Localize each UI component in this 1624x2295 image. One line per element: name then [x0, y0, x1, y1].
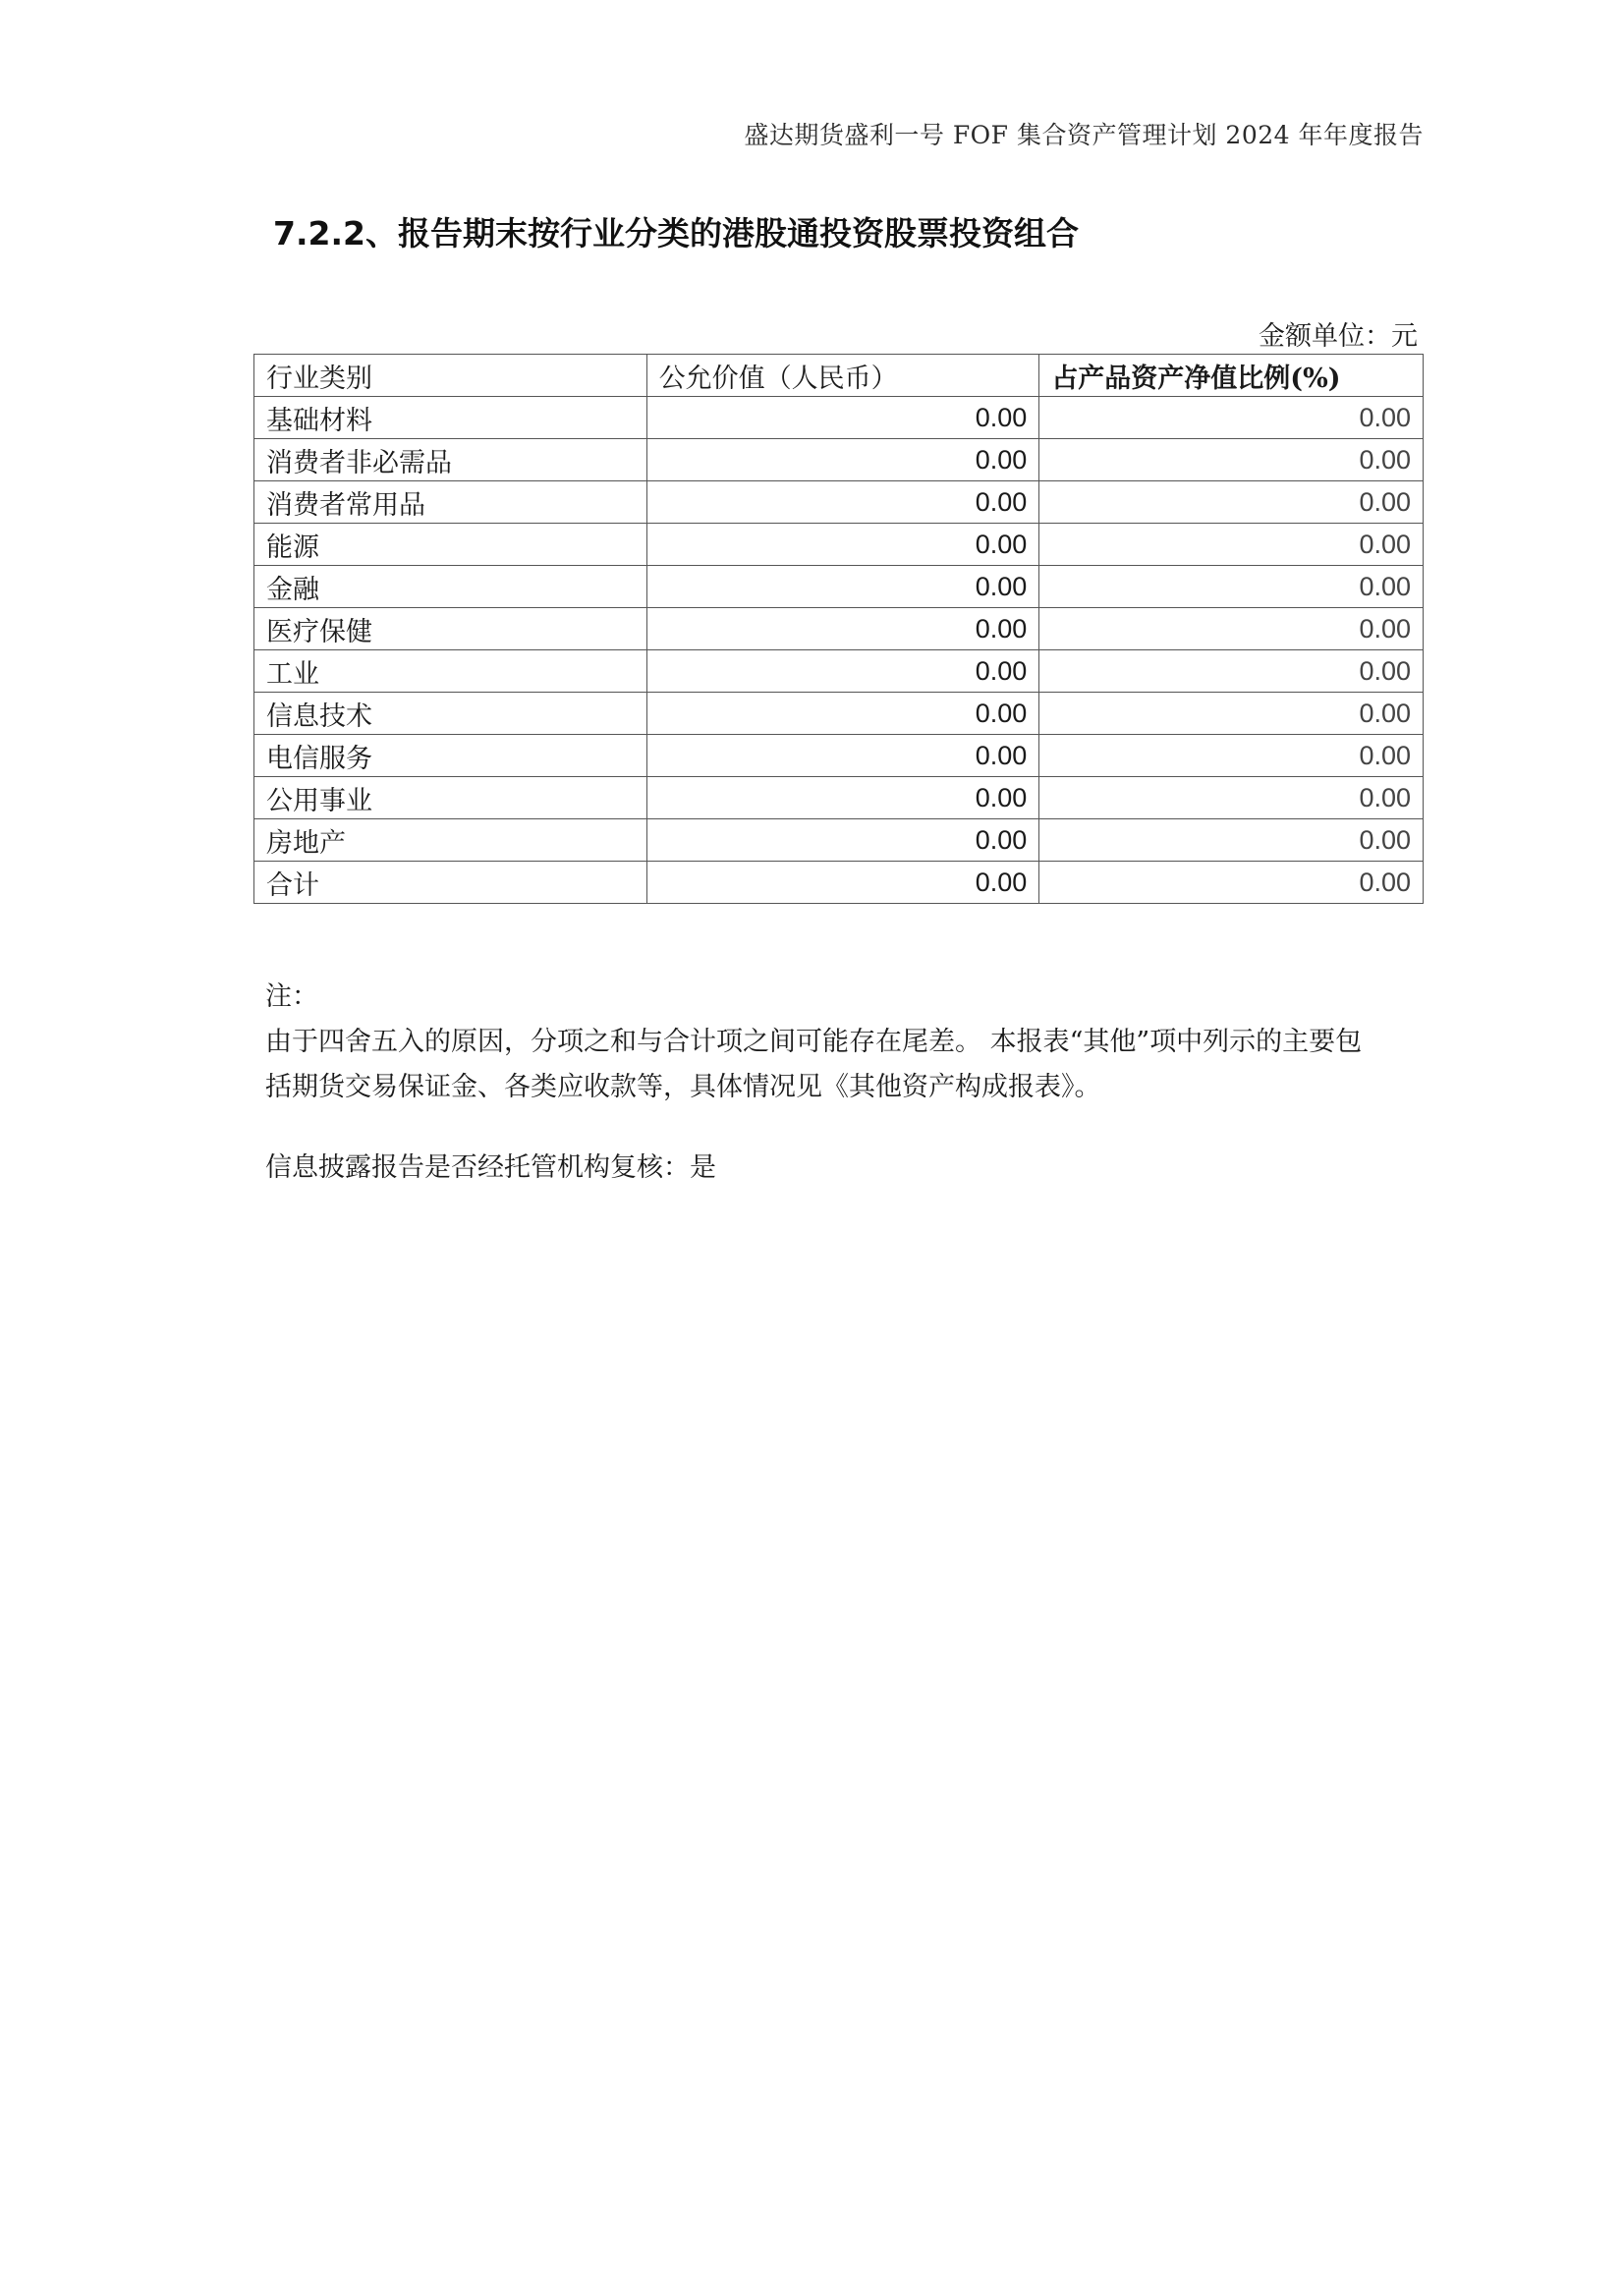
- fair-value-cell: 0.00: [646, 608, 1039, 650]
- notes-block: [265, 975, 1425, 1110]
- report-header-title: 盛达期货盛利一号 FOF 集合资产管理计划 2024 年年度报告: [744, 121, 1424, 149]
- section-title: 7.2.2、报告期末按行业分类的港股通投资股票投资组合: [273, 214, 1079, 252]
- fair-value-cell: 0.00: [646, 862, 1039, 904]
- nav-ratio-cell: 0.00: [1039, 862, 1424, 904]
- industry-cell: 消费者非必需品: [254, 439, 647, 481]
- industry-cell: 合计: [254, 862, 647, 904]
- header-industry: 行业类别: [254, 355, 647, 397]
- custodian-review-statement: 信息披露报告是否经托管机构复核：是: [265, 1152, 716, 1183]
- industry-cell: 公用事业: [254, 777, 647, 819]
- industry-cell: 基础材料: [254, 397, 647, 439]
- nav-ratio-cell: 0.00: [1039, 566, 1424, 608]
- notes-label: 注：: [265, 981, 318, 1012]
- fair-value-cell: 0.00: [646, 693, 1039, 735]
- nav-ratio-cell: 0.00: [1039, 777, 1424, 819]
- table-row: [254, 481, 1424, 524]
- fair-value-cell: 0.00: [646, 439, 1039, 481]
- fair-value-cell: 0.00: [646, 566, 1039, 608]
- fair-value-cell: 0.00: [646, 397, 1039, 439]
- table-body: [254, 397, 1424, 904]
- industry-cell: 房地产: [254, 819, 647, 862]
- fair-value-cell: 0.00: [646, 650, 1039, 693]
- nav-ratio-cell: 0.00: [1039, 608, 1424, 650]
- table-row: [254, 397, 1424, 439]
- industry-cell: 工业: [254, 650, 647, 693]
- industry-cell: 信息技术: [254, 693, 647, 735]
- table-row: [254, 819, 1424, 862]
- nav-ratio-cell: 0.00: [1039, 524, 1424, 566]
- nav-ratio-cell: 0.00: [1039, 439, 1424, 481]
- fair-value-cell: 0.00: [646, 777, 1039, 819]
- table-row: [254, 862, 1424, 904]
- nav-ratio-cell: 0.00: [1039, 693, 1424, 735]
- table-row: [254, 439, 1424, 481]
- table-row: [254, 693, 1424, 735]
- industry-cell: 消费者常用品: [254, 481, 647, 524]
- table-row: [254, 608, 1424, 650]
- nav-ratio-cell: 0.00: [1039, 650, 1424, 693]
- fair-value-cell: 0.00: [646, 524, 1039, 566]
- nav-ratio-cell: 0.00: [1039, 481, 1424, 524]
- fair-value-cell: 0.00: [646, 735, 1039, 777]
- header-nav-ratio: 占产品资产净值比例(%): [1039, 355, 1424, 397]
- hk-connect-industry-table: [253, 354, 1424, 904]
- table-header-row: [254, 355, 1424, 397]
- industry-cell: 电信服务: [254, 735, 647, 777]
- fair-value-cell: 0.00: [646, 481, 1039, 524]
- industry-cell: 金融: [254, 566, 647, 608]
- table-row: [254, 524, 1424, 566]
- amount-unit-label: 金额单位：元: [1259, 321, 1418, 352]
- industry-cell: 医疗保健: [254, 608, 647, 650]
- industry-cell: 能源: [254, 524, 647, 566]
- table-row: [254, 735, 1424, 777]
- nav-ratio-cell: 0.00: [1039, 397, 1424, 439]
- table-row: [254, 566, 1424, 608]
- fair-value-cell: 0.00: [646, 819, 1039, 862]
- notes-line-1: 由于四舍五入的原因，分项之和与合计项之间可能存在尾差。 本报表“其他”项中列示的主要包: [265, 1027, 1363, 1057]
- nav-ratio-cell: 0.00: [1039, 735, 1424, 777]
- header-fair-value: 公允价值（人民币）: [646, 355, 1039, 397]
- table-row: [254, 777, 1424, 819]
- table-row: [254, 650, 1424, 693]
- notes-line-2: 括期货交易保证金、各类应收款等，具体情况见《其他资产构成报表》。: [265, 1072, 1101, 1102]
- nav-ratio-cell: 0.00: [1039, 819, 1424, 862]
